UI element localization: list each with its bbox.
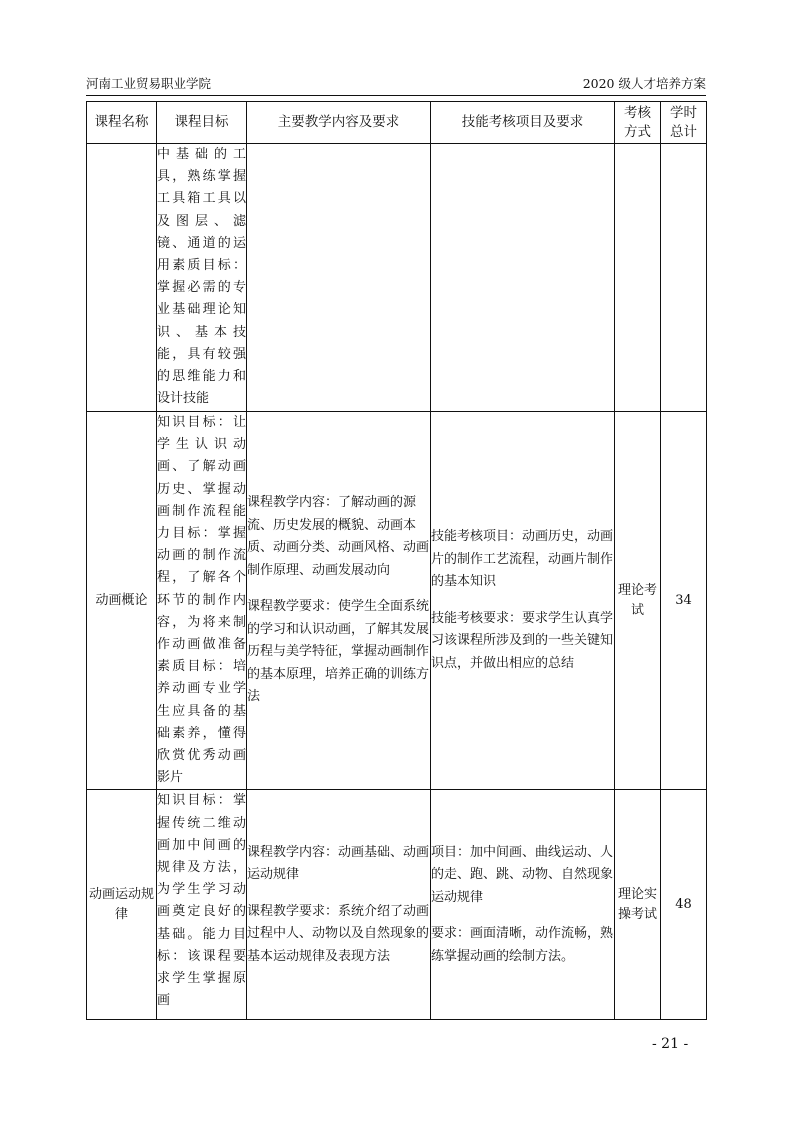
skill-part-2: 技能考核要求：要求学生认真学习该课程所涉及到的一些关键知识点，并做出相应的总结: [431, 610, 614, 671]
course-goal: 知识目标：让学生认识动画、了解动画历史、掌握动画制作流程能力目标：掌握动画的制作流程，了解各个环节的制作内容，为将来制作动画做准备素质目标：培养动画专业学生应具备的基础素养，懂得欣赏优秀动画影片: [157, 412, 247, 790]
page-header: [86, 74, 706, 96]
paragraph-gap: [247, 582, 430, 596]
content-part-2: 课程教学要求：使学生全面系统的学习和认识动画，了解其发展历程与美学特征，掌握动画制作的基本原理，培养正确的训练方法: [247, 599, 430, 705]
curriculum-table: [86, 101, 707, 1020]
paragraph-gap: [431, 909, 614, 923]
total-hours: 34: [661, 412, 707, 790]
header-hours-line2: 总计: [670, 123, 697, 140]
total-hours: 48: [661, 790, 707, 1020]
skill-part-1: 项目：加中间画、曲线运动、人的走、跑、跳、动物、自然现象运动规律: [431, 844, 614, 905]
table-row: [87, 412, 707, 790]
table-header-row: [87, 102, 707, 144]
assessment-method: [615, 144, 661, 412]
course-goal: 中基础的工具，熟练掌握工具箱工具以及图层、滤镜、通道的运用素质目标：掌握必需的专业基础理论知识、基本技能，具有较强的思维能力和设计技能: [157, 144, 247, 412]
table-row: [87, 790, 707, 1020]
header-hours-line1: 学时: [670, 104, 697, 121]
course-skill: [431, 144, 615, 412]
course-content: [247, 412, 431, 790]
paragraph-gap: [431, 594, 614, 608]
header-hours: [661, 102, 707, 144]
content-part-1: 课程教学内容：了解动画的源流、历史发展的概貌、动画本质、动画分类、动画风格、动画制作原理、动画发展动向: [247, 495, 430, 578]
header-rule: [86, 95, 706, 96]
header-content: 主要教学内容及要求: [247, 102, 431, 144]
course-name: 动画概论: [87, 412, 157, 790]
course-skill: [431, 790, 615, 1020]
content-part-1: 课程教学内容：动画基础、动画运动规律: [247, 844, 430, 883]
course-content: [247, 144, 431, 412]
table-row: [87, 144, 707, 412]
program-title: 2020 级人才培养方案: [582, 76, 706, 91]
course-goal: 知识目标：掌握传统二维动画加中间画的规律及方法，为学生学习动画奠定良好的基础。能力目标：该课程要求学生掌握原画: [157, 790, 247, 1020]
content-part-2: 课程教学要求：系统介绍了动画过程中人、动物以及自然现象的基本运动规律及表现方法: [247, 903, 430, 964]
paragraph-gap: [247, 887, 430, 901]
skill-part-2: 要求：画面清晰，动作流畅，熟练掌握动画的绘制方法。: [431, 926, 614, 964]
header-method-line2: 方式: [624, 123, 651, 140]
skill-part-1: 技能考核项目：动画历史，动画片的制作工艺流程，动画片制作的基本知识: [431, 529, 614, 590]
header-course-name: 课程名称: [87, 102, 157, 144]
header-method-line1: 考核: [624, 104, 651, 121]
course-content: [247, 790, 431, 1020]
course-skill: [431, 412, 615, 790]
header-course-goal: 课程目标: [157, 102, 247, 144]
school-name: 河南工业贸易职业学院: [86, 76, 212, 91]
header-method: [615, 102, 661, 144]
header-skill: 技能考核项目及要求: [431, 102, 615, 144]
assessment-method: 理论考试: [615, 412, 661, 790]
assessment-method: 理论实操考试: [615, 790, 661, 1020]
page-number: - 21 -: [652, 1036, 689, 1052]
course-name: [87, 144, 157, 412]
course-name: 动画运动规律: [87, 790, 157, 1020]
total-hours: [661, 144, 707, 412]
